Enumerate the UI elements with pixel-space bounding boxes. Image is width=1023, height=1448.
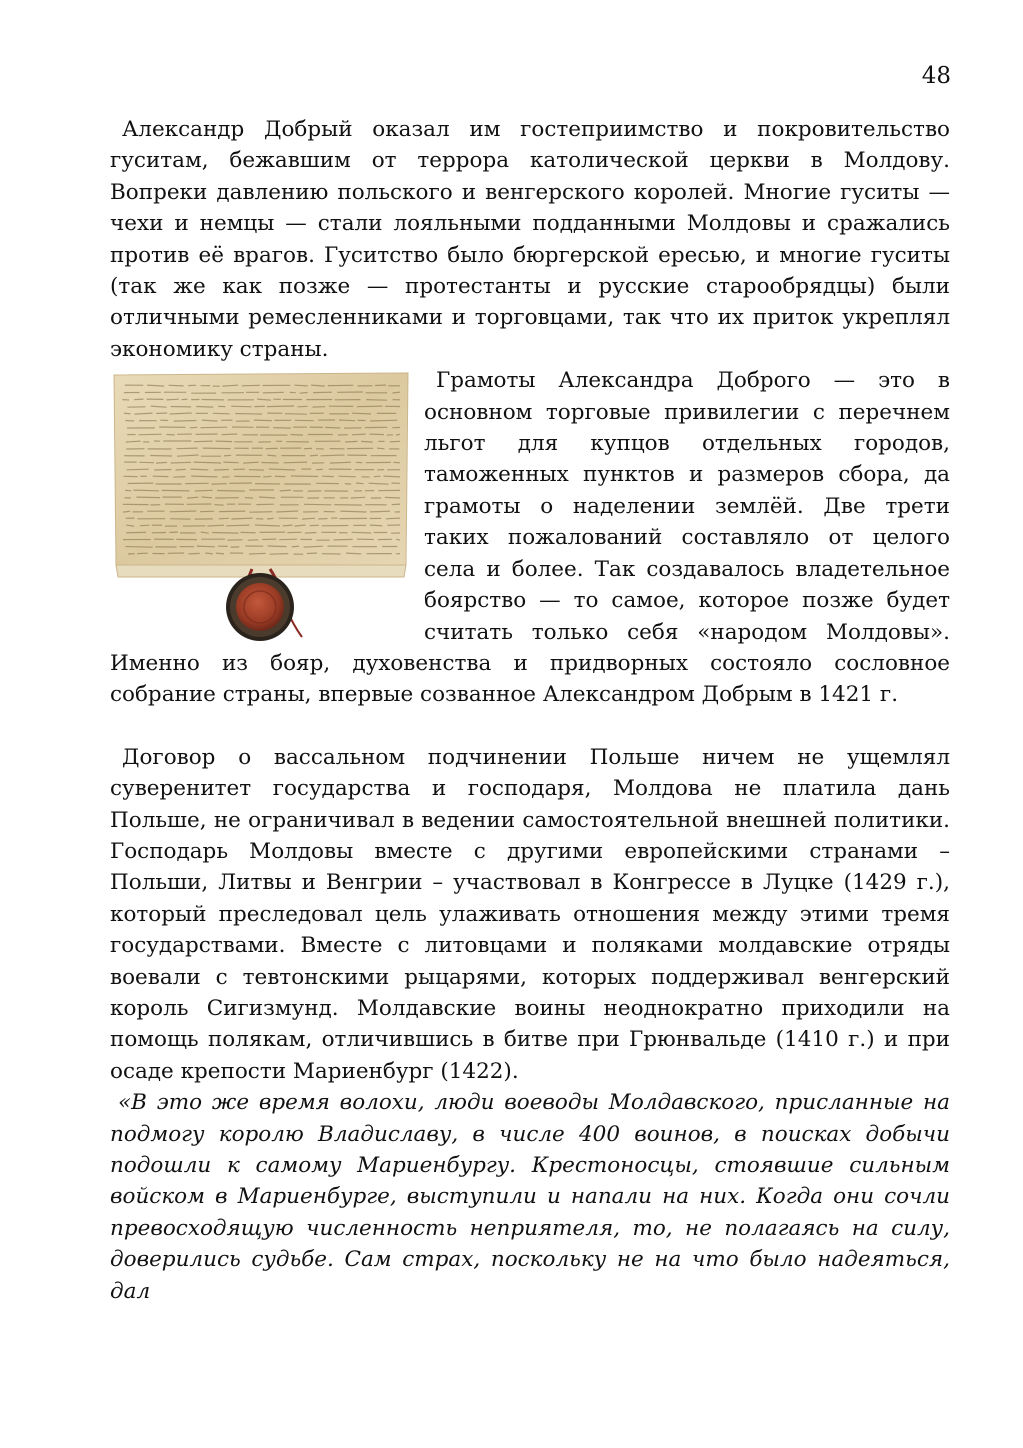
script-stroke xyxy=(270,554,289,555)
script-stroke xyxy=(292,546,299,547)
script-stroke xyxy=(263,393,284,394)
script-stroke xyxy=(310,455,318,456)
script-stroke xyxy=(334,540,353,541)
script-stroke xyxy=(245,498,253,499)
script-stroke xyxy=(279,539,297,540)
script-stroke xyxy=(150,456,172,457)
script-stroke xyxy=(214,470,229,471)
script-stroke xyxy=(285,414,307,415)
script-stroke xyxy=(377,448,385,449)
paragraph-hussites: Александр Добрый оказал им гостеприимство и покровительство гуситам, бежавшим от террора католической церкви в Молдову. Вопреки давлению польского и венгерского королей. Многие гуситы — чехи и немцы — стали лояльными подданными Молдовы и сражались против её врагов. Гуситство было бюргерской ересью, и многие гуситы (так же как позже — протестанты и русские старообрядцы) были отличными ремесленниками и торговцами, так что их приток укреплял экономику страны. xyxy=(110,117,950,362)
script-stroke xyxy=(134,399,143,400)
script-stroke xyxy=(126,547,153,548)
script-stroke xyxy=(216,441,233,442)
script-stroke xyxy=(263,477,271,478)
script-stroke xyxy=(215,505,224,506)
script-stroke xyxy=(154,470,171,471)
script-stroke xyxy=(304,505,331,506)
script-stroke xyxy=(267,406,294,407)
page-number: 48 xyxy=(921,63,951,89)
script-stroke xyxy=(136,497,160,498)
script-stroke xyxy=(300,393,308,394)
script-stroke xyxy=(390,442,400,443)
script-stroke xyxy=(254,420,272,421)
script-stroke xyxy=(357,406,383,407)
script-stroke xyxy=(191,469,209,470)
script-stroke xyxy=(222,434,238,435)
script-stroke xyxy=(169,532,178,533)
script-stroke xyxy=(223,462,238,463)
script-stroke xyxy=(191,476,217,477)
script-stroke xyxy=(189,554,200,555)
script-stroke xyxy=(182,399,188,400)
script-stroke xyxy=(127,469,149,470)
script-stroke xyxy=(290,435,303,436)
script-stroke xyxy=(283,525,293,526)
script-stroke xyxy=(174,421,197,422)
quote-marienburg: «В это же время волохи, люди воеводы Молдавского, присланные на подмогу королю Владиславу, в числе 400 воинов, в поисках добычи подошли к самому Мариенбургу. Крестоносцы, стоявшие сильным войском в Мариенбурге, выступили и напали на них. Когда они сочли превосходящую численность неприятеля, то, не полагаясь на силу, доверились судьбе. Сам страх, поскольку не на что было надеяться, дал xyxy=(110,1090,950,1304)
script-stroke xyxy=(291,476,318,477)
script-stroke xyxy=(170,511,197,512)
script-stroke xyxy=(162,491,190,492)
script-stroke xyxy=(156,413,167,414)
script-stroke xyxy=(318,519,327,520)
script-stroke xyxy=(219,519,229,520)
script-stroke xyxy=(268,546,287,547)
script-stroke xyxy=(166,399,179,400)
script-stroke xyxy=(212,533,239,534)
script-stroke xyxy=(249,470,264,471)
script-stroke xyxy=(345,484,351,485)
script-stroke xyxy=(396,435,400,436)
script-stroke xyxy=(226,525,249,526)
script-stroke xyxy=(125,421,134,422)
script-stroke xyxy=(249,554,266,555)
script-stroke xyxy=(370,511,390,512)
script-stroke xyxy=(231,406,252,407)
script-stroke xyxy=(169,386,184,387)
script-stroke xyxy=(346,553,361,554)
script-stroke xyxy=(197,546,215,547)
script-stroke xyxy=(374,476,381,477)
script-stroke xyxy=(140,525,149,526)
script-stroke xyxy=(370,434,384,435)
script-stroke xyxy=(325,428,340,429)
script-stroke xyxy=(171,463,191,464)
script-stroke xyxy=(273,428,291,429)
script-stroke xyxy=(393,392,401,393)
script-stroke xyxy=(207,525,224,526)
script-stroke xyxy=(242,386,260,387)
script-stroke xyxy=(361,442,373,443)
script-stroke xyxy=(370,420,397,421)
script-stroke xyxy=(321,455,345,456)
script-stroke xyxy=(385,498,400,499)
charter-image xyxy=(110,371,410,643)
script-stroke xyxy=(370,525,383,526)
script-stroke xyxy=(196,407,213,408)
script-stroke xyxy=(200,511,214,512)
script-stroke xyxy=(284,462,308,463)
script-stroke xyxy=(139,434,162,435)
script-stroke xyxy=(334,505,362,506)
paragraph-charters: Грамоты Александра Доброго — это в основном торговые привилегии с перечнем льгот для купцов отдельных городов, таможенных пунктов и размеров сбора, да грамоты о наделении землёй. Две трети таких пожалований составляло от целого села и более. Так создавалось владетельное боярство — то самое, которое позже будет считать только себя «народом Молдовы». Именно из бояр, духовенства и придворных состояло сословное собрание страны, впервые созванное Александром Добрым в 1421 г. xyxy=(110,368,950,708)
script-stroke xyxy=(384,476,400,477)
script-stroke xyxy=(298,407,308,408)
script-stroke xyxy=(352,533,372,534)
script-stroke xyxy=(202,497,213,498)
script-stroke xyxy=(267,519,274,520)
script-stroke xyxy=(345,442,358,443)
script-stroke xyxy=(338,476,355,477)
script-stroke xyxy=(224,456,231,457)
script-stroke xyxy=(173,477,185,478)
script-stroke xyxy=(235,414,262,415)
script-stroke xyxy=(366,400,387,401)
script-stroke xyxy=(133,490,159,491)
script-stroke xyxy=(295,385,308,386)
script-stroke xyxy=(387,435,393,436)
script-stroke xyxy=(216,553,224,554)
script-stroke xyxy=(392,504,400,505)
script-stroke xyxy=(195,491,213,492)
script-stroke xyxy=(356,483,364,484)
script-stroke xyxy=(351,498,365,499)
script-stroke xyxy=(305,533,317,534)
script-stroke xyxy=(249,512,272,513)
script-stroke xyxy=(339,420,355,421)
script-stroke xyxy=(217,491,245,492)
script-stroke xyxy=(156,463,167,464)
charter-with-seal-illustration xyxy=(110,371,410,643)
script-stroke xyxy=(194,441,212,442)
script-stroke xyxy=(200,427,227,428)
script-stroke xyxy=(280,490,291,491)
script-stroke xyxy=(124,413,131,414)
script-stroke xyxy=(203,448,231,449)
script-stroke xyxy=(352,413,371,414)
script-stroke xyxy=(213,414,230,415)
script-stroke xyxy=(176,470,186,471)
script-stroke xyxy=(177,448,198,449)
body-text xyxy=(110,114,950,1307)
script-stroke xyxy=(219,511,245,512)
script-stroke xyxy=(386,518,400,519)
script-stroke xyxy=(261,463,278,464)
script-stroke xyxy=(352,434,366,435)
paragraph-vassal-treaty: Договор о вассальном подчинении Польше ничем не ущемлял суверенитет государства и господаря, Молдова не платила дань Польше, не ограничивал в ведении самостоятельной внешней политики. Господарь Молдовы вместе с другими европейскими странами – Польши, Литвы и Венгрии – участвовал в Конгрессе в Луцке (1429 г.), который преследовал цель улаживать отношения между этими тремя государствами. Вместе с литовцами и поляками молдавские отряды воевали с тевтонскими рыцарями, которых поддерживал венгерский король Сигизмунд. Молдавские воины неоднократно приходили на помощь полякам, отличившись в битве при Грюнвальде (1410 г.) и при осаде крепости Мариенбург (1422). xyxy=(110,744,950,1084)
